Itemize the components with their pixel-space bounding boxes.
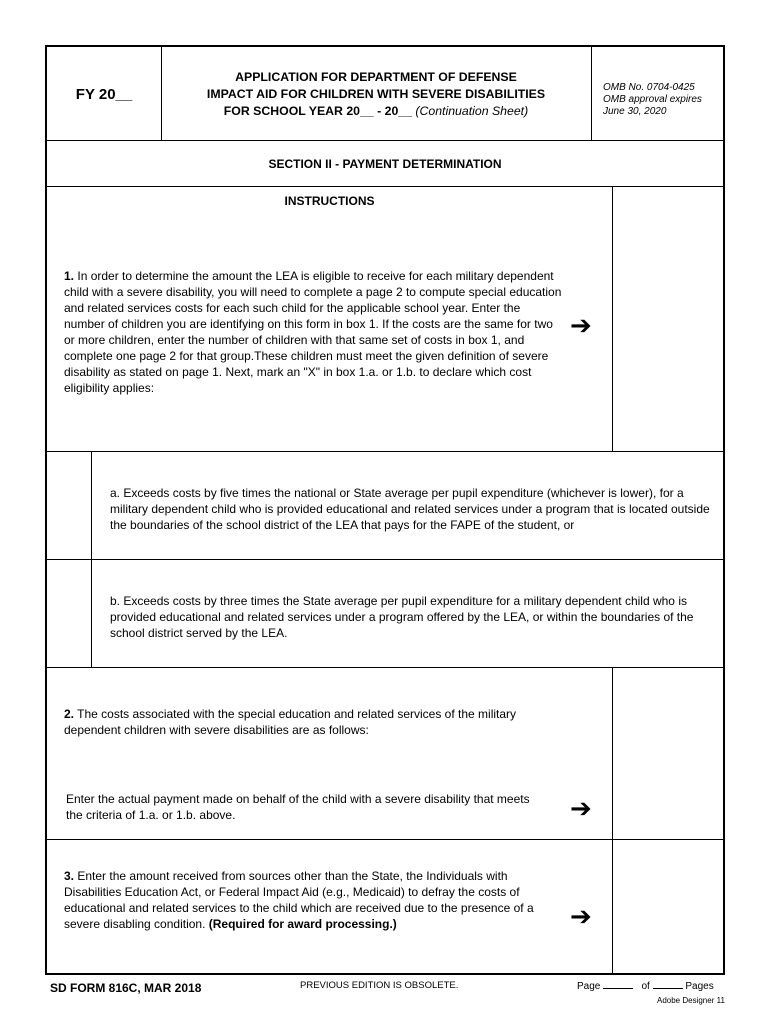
item2-text-block	[64, 706, 554, 738]
page-count	[577, 979, 714, 992]
omb-info	[603, 82, 723, 118]
item3-amount-input[interactable]	[614, 840, 722, 973]
item2-text: The costs associated with the special education and related services of the military dependent children with severe disabilities are as follows:	[64, 707, 517, 737]
item2-sub-text: Enter the actual payment made on behalf of the child with a severe disability that meets the criteria of 1.a. or 1.b. above.	[66, 792, 530, 822]
item2-number: 2.	[64, 707, 75, 721]
title-line-3	[161, 103, 591, 120]
item1-text-block	[64, 268, 564, 396]
item3-required-note: (Required for award processing.)	[208, 917, 397, 931]
item3-text: Enter the amount received from sources other than the State, the Individuals with Disabilities Education Act, or Federal Impact Aid (e.g., Medicaid) to defray the costs of educational and related services to the child which are received due to the presence of a severe disabling condition.	[64, 869, 534, 931]
of-label: of	[641, 981, 650, 992]
item1-arrow-icon: ➔	[570, 310, 592, 340]
continuation-sheet-label: (Continuation Sheet)	[415, 104, 529, 118]
item1a-bottom-rule	[47, 559, 723, 560]
header-divider-right	[591, 47, 592, 141]
total-pages-field[interactable]	[653, 979, 683, 989]
item2-arrow-icon: ➔	[570, 793, 592, 823]
pages-label: Pages	[685, 981, 714, 992]
title-line-1: APPLICATION FOR DEPARTMENT OF DEFENSE	[235, 70, 517, 84]
item2-payment-input[interactable]	[614, 668, 722, 838]
title-line-3-text: FOR SCHOOL YEAR 20__ - 20__	[223, 104, 412, 118]
fiscal-year-label: FY 20__	[75, 85, 133, 103]
item3-text-block	[64, 868, 554, 932]
designer-note: Adobe Designer 11	[657, 996, 725, 1005]
item3-arrow-icon: ➔	[570, 901, 592, 931]
item3-number: 3.	[64, 869, 75, 883]
checkbox-1a[interactable]	[48, 452, 90, 559]
checkbox-1b[interactable]	[48, 560, 90, 667]
section-title: SECTION II - PAYMENT DETERMINATION	[268, 156, 502, 171]
item1-number: 1.	[64, 269, 75, 283]
item3-box-divider	[612, 839, 613, 973]
item1a-text: a. Exceeds costs by five times the national or State average per pupil expenditure (whichever is lower), for a military dependent child who is provided educational and related services under a program that is located outside the boundaries of the school district of the LEA that pays for the FAPE of the student, or	[110, 486, 710, 532]
omb-number: OMB No. 0704-0425	[603, 82, 695, 93]
item2-box-divider	[612, 667, 613, 839]
omb-expires: OMB approval expires	[603, 94, 702, 105]
item1-box-divider	[612, 186, 613, 451]
instructions-heading: INSTRUCTIONS	[284, 194, 375, 208]
page-number-field[interactable]	[603, 979, 633, 989]
previous-edition-notice: PREVIOUS EDITION IS OBSOLETE.	[300, 980, 459, 991]
form-title	[161, 69, 591, 120]
page-label: Page	[577, 981, 601, 992]
title-line-2: IMPACT AID FOR CHILDREN WITH SEVERE DISABILITIES	[206, 87, 546, 101]
form-identifier: SD FORM 816C, MAR 2018	[50, 981, 202, 995]
item1-bottom-rule	[47, 451, 723, 452]
item1-text: In order to determine the amount the LEA is eligible to receive for each military dependent child with a severe disability, you will need to complete a page 2 to compute special education and related services costs for each such child for the applicable school year. Enter the number of children you are identifying on this form in box 1. If the costs are the same for two or more children, enter the number of children with that same set of costs in box 1, and complete one page 2 for that group.These children must meet the given definition of severe disability as stated on page 1. Next, mark an "X" in box 1.a. or 1.b. to declare which cost eligibility applies:	[64, 269, 562, 395]
item1b-text: b. Exceeds costs by three times the State average per pupil expenditure for a military dependent child who is provided educational and related services under a program offered by the LEA, or within the boundaries of the school district served by the LEA.	[110, 594, 694, 640]
omb-date: June 30, 2020	[603, 106, 667, 117]
form-frame	[45, 45, 725, 975]
box-1-input[interactable]	[614, 187, 722, 450]
